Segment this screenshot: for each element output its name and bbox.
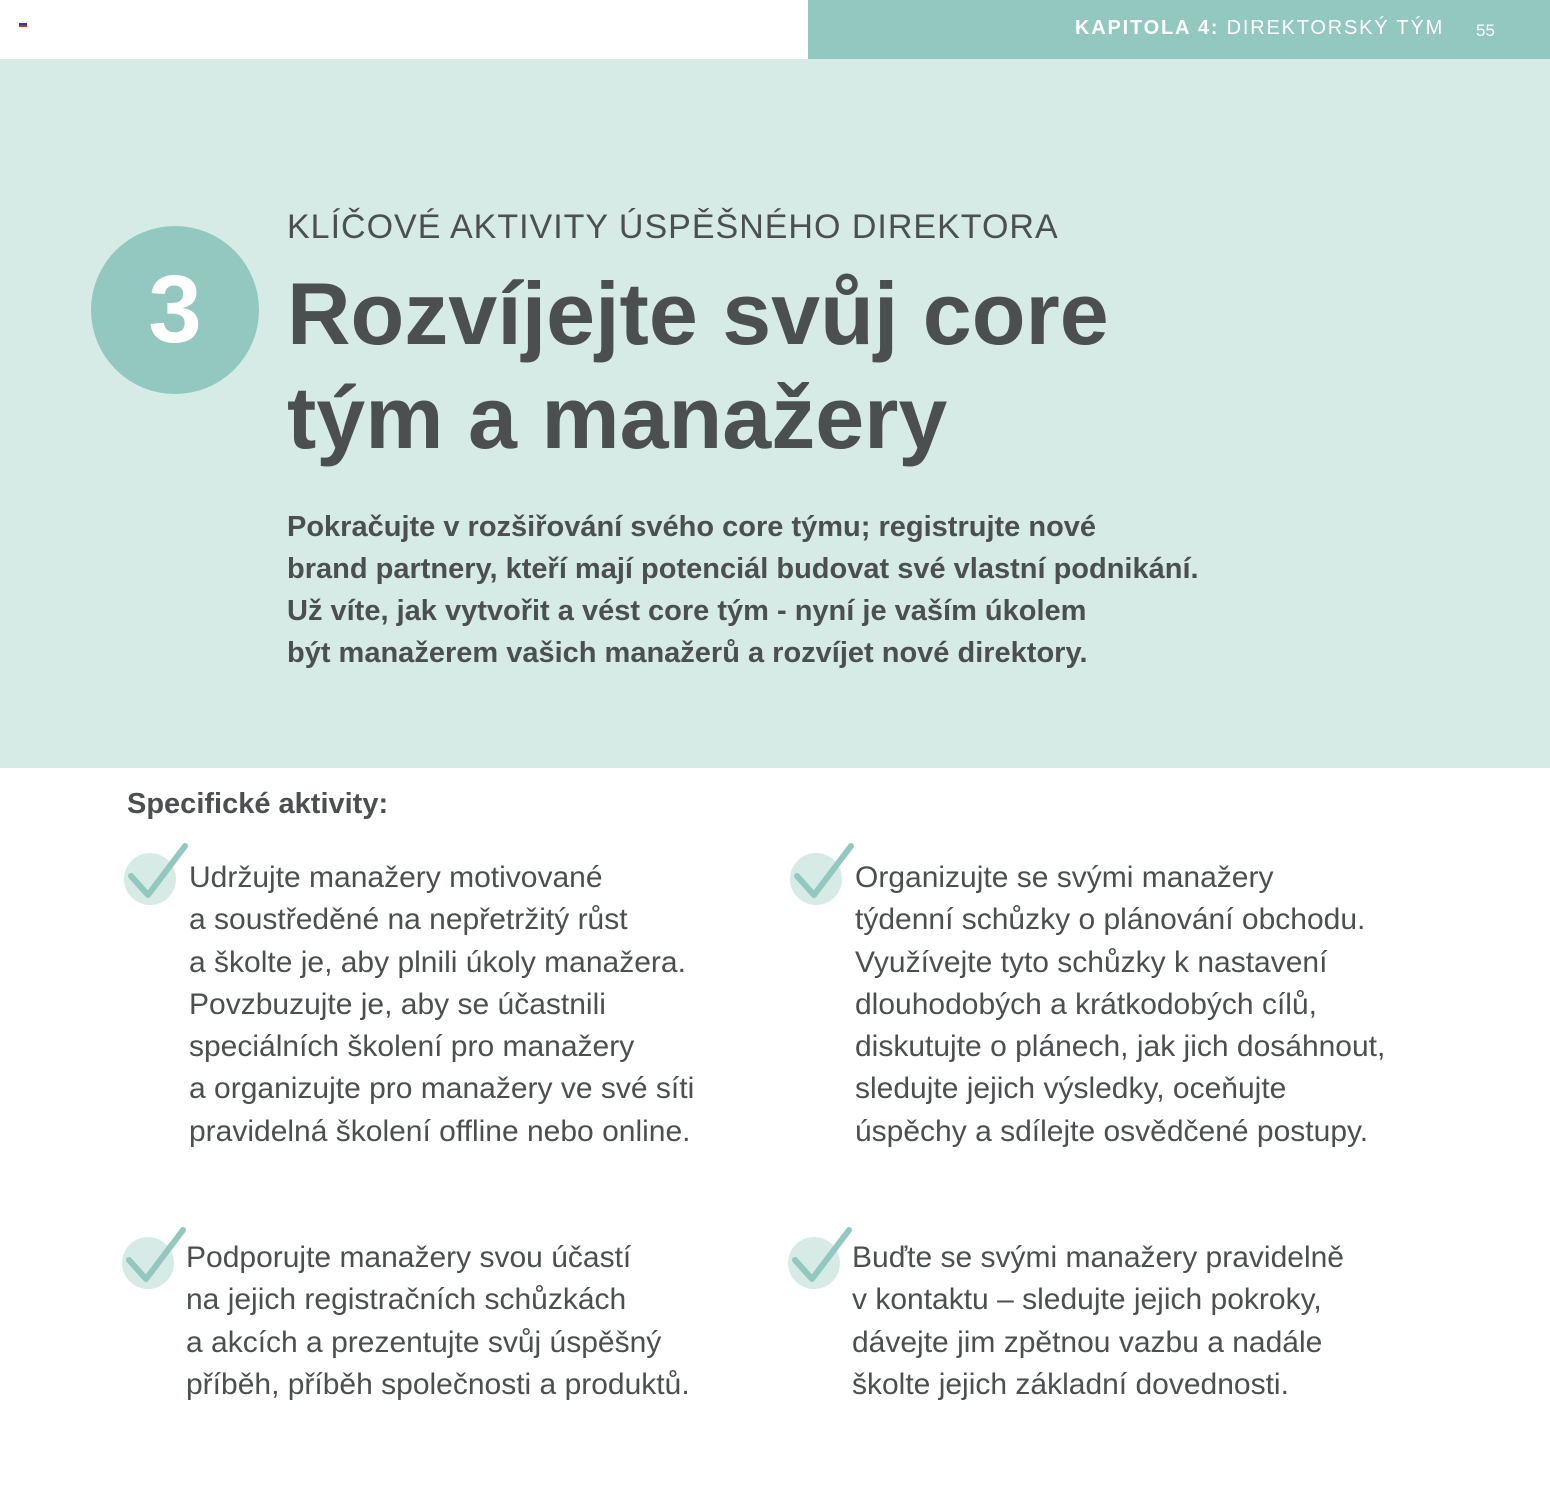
chapter-title: DIREKTORSKÝ TÝM — [1219, 17, 1445, 39]
activity-line: Povzbuzujte je, aby se účastnili — [189, 987, 606, 1021]
intro-line: Už víte, jak vytvořit a vést core tým - nyní je vaším úkolem — [287, 595, 1087, 627]
activity-line: příběh, příběh společnosti a produktů. — [186, 1367, 690, 1401]
check-icon — [120, 1227, 186, 1293]
activity-line: sledujte jejich výsledky, oceňujte — [855, 1072, 1287, 1106]
intro-paragraph — [287, 506, 1387, 674]
activity-line: a školte je, aby plnili úkoly manažera. — [189, 945, 686, 979]
chapter-label — [1075, 17, 1444, 40]
activity-line: Udržujte manažery motivované — [189, 861, 603, 894]
title-line: tým a manažery — [287, 368, 948, 467]
activity-line: a organizujte pro manažery ve své síti — [189, 1072, 695, 1106]
page-number: 55 — [1476, 21, 1495, 40]
specific-activities-heading: Specifické aktivity: — [127, 788, 389, 820]
page-title — [287, 262, 1287, 470]
check-icon — [786, 1227, 852, 1293]
activity-line: dávejte jim zpětnou vazbu a nadále — [852, 1325, 1323, 1359]
activity-line: Podporujte manažery svou účastí — [186, 1241, 632, 1274]
activity-line: diskutujte o plánech, jak jich dosáhnout, — [855, 1030, 1386, 1064]
check-icon — [788, 843, 854, 909]
activity-line: speciálních školení pro manažery — [189, 1030, 635, 1064]
activity-line: Buďte se svými manažery pravidelně — [852, 1241, 1344, 1274]
language-flag-icon — [19, 21, 27, 27]
title-line: Rozvíjejte svůj core — [287, 264, 1109, 363]
activity-line: Organizujte se svými manažery — [855, 861, 1274, 894]
intro-line: být manažerem vašich manažerů a rozvíjet nové direktory. — [287, 637, 1088, 669]
activity-line: dlouhodobých a krátkodobých cílů, — [855, 987, 1317, 1021]
section-kicker: KLÍČOVÉ AKTIVITY ÚSPĚŠNÉHO DIREKTORA — [287, 208, 1059, 246]
step-number: 3 — [148, 256, 202, 363]
intro-line: brand partnery, kteří mají potenciál budovat své vlastní podnikání. — [287, 553, 1199, 585]
chapter-number: KAPITOLA 4: — [1075, 17, 1220, 39]
activity-line: Využívejte tyto schůzky k nastavení — [855, 945, 1328, 979]
step-badge — [91, 226, 259, 394]
intro-line: Pokračujte v rozšiřování svého core týmu; registrujte nové — [287, 511, 1097, 543]
activity-line: v kontaktu – sledujte jejich pokroky, — [852, 1283, 1322, 1317]
activity-line: týdenní schůzky o plánování obchodu. — [855, 903, 1366, 937]
activity-line: a akcích a prezentujte svůj úspěšný — [186, 1325, 662, 1359]
activity-line: na jejich registračních schůzkách — [186, 1283, 627, 1317]
activity-line: úspěchy a sdílejte osvědčené postupy. — [855, 1114, 1369, 1148]
activity-line: a soustředěné na nepřetržitý růst — [189, 903, 628, 937]
activity-line: školte jejich základní dovednosti. — [852, 1367, 1289, 1401]
activity-text — [855, 857, 1385, 1153]
check-icon — [122, 843, 188, 909]
activity-text — [186, 1237, 690, 1406]
activity-text — [189, 857, 694, 1153]
activity-line: pravidelná školení offline nebo online. — [189, 1114, 691, 1148]
activity-text — [852, 1237, 1344, 1406]
